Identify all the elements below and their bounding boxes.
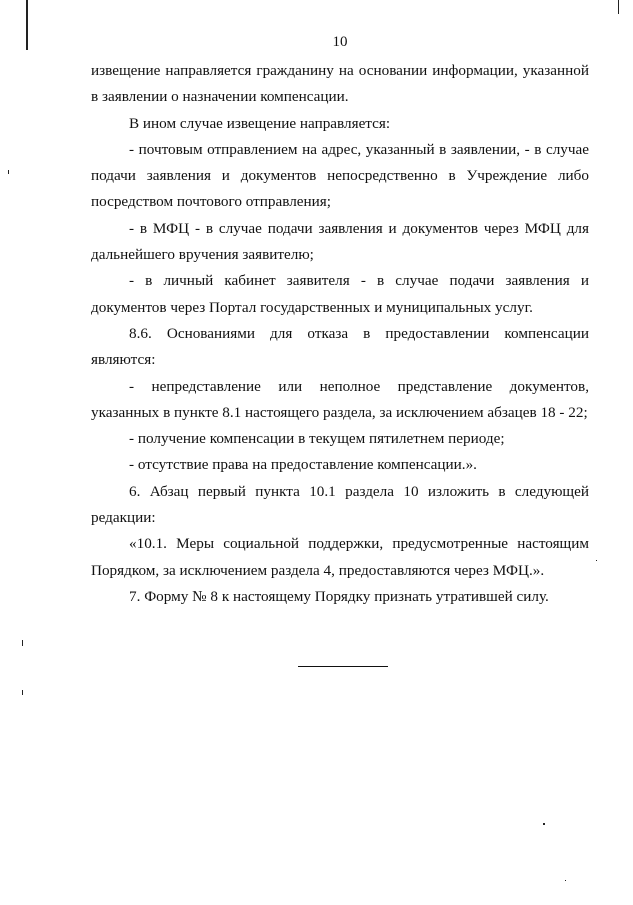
scan-corner-mark: [618, 0, 619, 14]
scan-speck: [543, 823, 545, 825]
scan-speck: [22, 640, 23, 646]
list-item-postal: - почтовым отправлением на адрес, указанный в заявлении, - в случае подачи заявления и документов непосредственно в Учреждение либо посредством почтового отправления;: [91, 140, 589, 211]
list-item-missing-documents: - непредставление или неполное представление документов, указанных в пункте 8.1 настоящего раздела, за исключением абзацев 18 - 22;: [91, 377, 589, 421]
list-item-mfc: - в МФЦ - в случае подачи заявления и документов через МФЦ для дальнейшего вручения заявителю;: [91, 219, 589, 264]
document-body: [91, 58, 589, 610]
closing-divider: [298, 666, 388, 667]
scan-speck: [8, 170, 9, 174]
list-item-compensation-received: - получение компенсации в текущем пятилетнем периоде;: [129, 430, 505, 448]
paragraph-amendment-6: 6. Абзац первый пункта 10.1 раздела 10 изложить в следующей редакции:: [91, 482, 589, 527]
scan-speck: [22, 690, 23, 695]
paragraph-amendment-7: 7. Форму № 8 к настоящему Порядку признать утратившей силу.: [129, 587, 549, 605]
list-item-personal-cabinet: - в личный кабинет заявителя - в случае подачи заявления и документов через Портал государственных и муниципальных услуг.: [91, 272, 589, 316]
paragraph-quoted-10-1: «10.1. Меры социальной поддержки, предусмотренные настоящим Порядком, за исключением раздела 4, предоставляются через МФЦ.».: [91, 535, 589, 579]
paragraph-refusal-grounds: 8.6. Основаниями для отказа в предоставлении компенсации являются:: [91, 324, 589, 369]
page-number: 10: [332, 34, 348, 50]
scan-speck: [565, 880, 566, 881]
paragraph-notice-continuation: извещение направляется гражданину на основании информации, указанной в заявлении о назначении компенсации.: [91, 62, 589, 106]
scan-speck: [596, 560, 597, 561]
paragraph-otherwise-notice: В ином случае извещение направляется:: [129, 114, 391, 132]
list-item-no-right: - отсутствие права на предоставление компенсации.».: [129, 456, 477, 474]
